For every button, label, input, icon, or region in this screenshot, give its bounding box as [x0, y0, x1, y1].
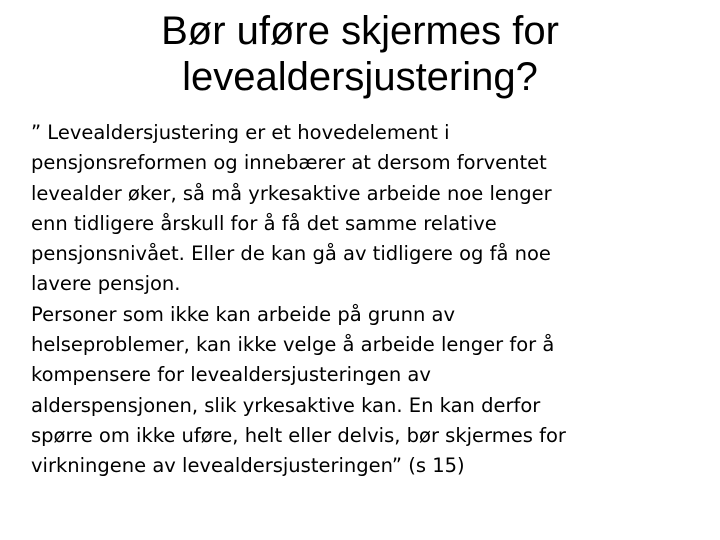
quote-line-5: pensjonsnivået. Eller de kan gå av tidligere og få noe: [31, 242, 551, 266]
quote-line-10: alderspensjonen, slik yrkesaktive kan. En kan derfor: [31, 393, 541, 417]
quote-line-8: helseproblemer, kan ikke velge å arbeide lenger for å: [31, 333, 555, 357]
quote-line-12: virkningene av levealdersjusteringen” (s 15): [31, 454, 465, 478]
quote-line-1: ” Levealdersjustering er et hovedelement i: [31, 121, 450, 144]
quote-line-7: Personer som ikke kan arbeide på grunn av: [31, 302, 456, 326]
quote-line-4: enn tidligere årskull for å få det samme relative: [31, 211, 497, 235]
quote-line-9: kompensere for levealdersjusteringen av: [31, 363, 431, 387]
quote-body: [31, 118, 691, 482]
slide-title-line-1: Bør uføre skjermes for: [161, 9, 559, 53]
quote-line-3: levealder øker, så må yrkesaktive arbeide noe lenger: [31, 181, 552, 205]
quote-line-2: pensjonsreformen og innebærer at dersom forventet: [31, 151, 547, 175]
slide-title-line-2: levealdersjustering?: [182, 55, 538, 99]
quote-line-6: lavere pensjon.: [31, 272, 181, 296]
slide-title: [40, 8, 680, 100]
quote-line-11: spørre om ikke uføre, helt eller delvis, bør skjermes for: [31, 423, 566, 447]
